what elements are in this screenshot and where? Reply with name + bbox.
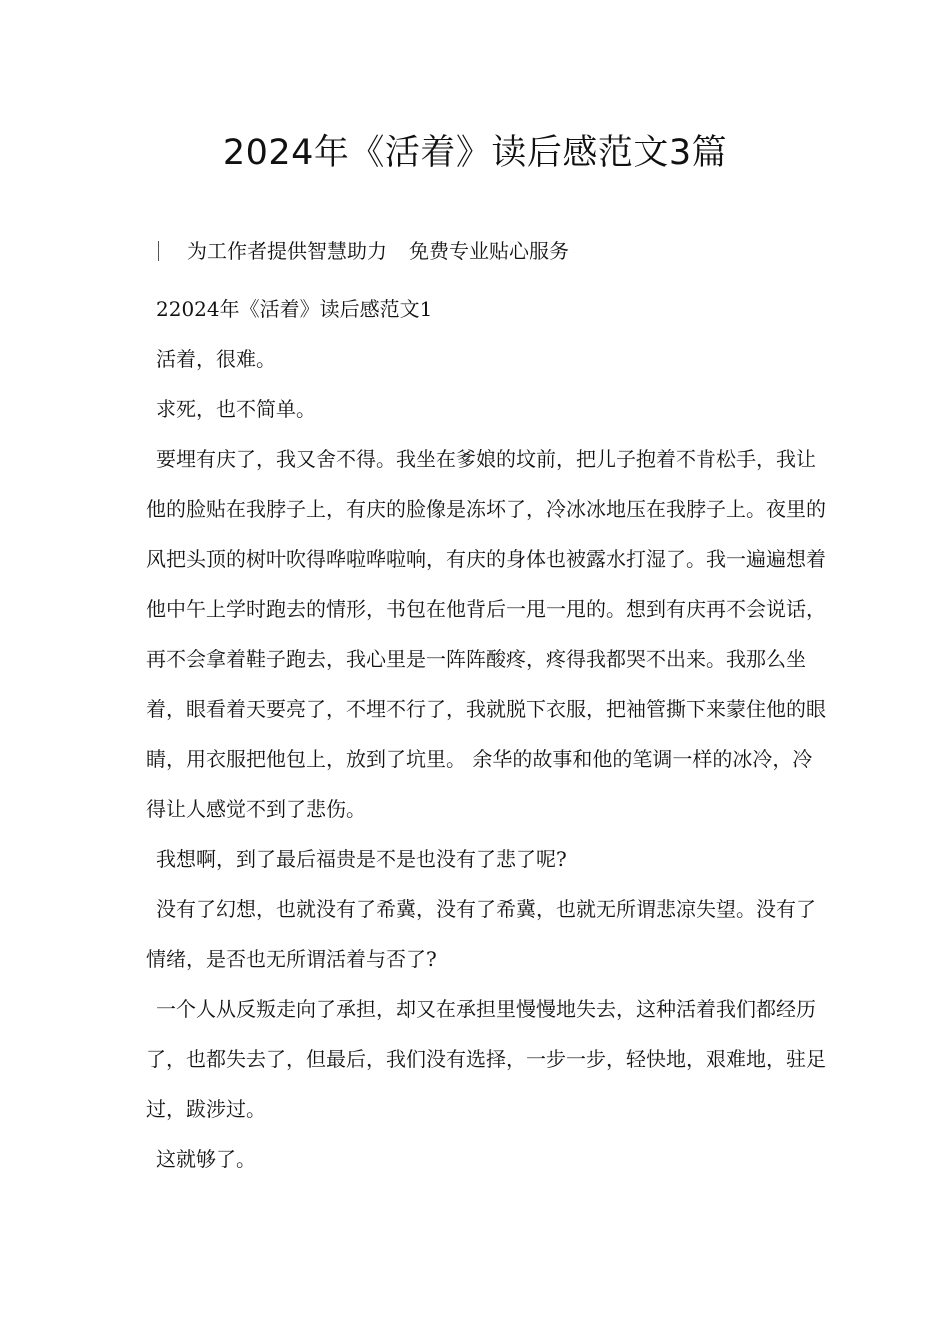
paragraph: 我想啊，到了最后福贵是不是也没有了悲了呢? (156, 847, 567, 871)
paragraph: 没有了幻想，也就没有了希冀，没有了希冀，也就无所谓悲凉失望。没有了情绪，是否也无所谓活着与否了? (146, 897, 816, 971)
paragraph: 求死，也不简单。 (156, 397, 316, 421)
tagline-right: 免费专业贴心服务 (409, 239, 569, 263)
section-heading: 22024年《活着》读后感范文1 (156, 297, 433, 321)
paragraph: 要埋有庆了，我又舍不得。我坐在爹娘的坟前，把儿子抱着不肯松手，我让他的脸贴在我脖子上，有庆的脸像是冻坏了，冷冰冰地压在我脖子上。夜里的风把头顶的树叶吹得哗啦哗啦响，有庆的身体也被露水打湿了。我一遍遍想着他中午上学时跑去的情形，书包在他背后一甩一甩的。想到有庆再不会说话，再不会拿着鞋子跑去，我心里是一阵阵酸疼，疼得我都哭不出来。我那么坐着，眼看着天要亮了，不埋不行了，我就脱下衣服，把袖管撕下来蒙住他的眼睛，用衣服把他包上，放到了坑里。 余华的故事和他的笔调一样的冰冷，冷得让人感觉不到了悲伤。 (146, 447, 826, 821)
paragraph: 一个人从反叛走向了承担，却又在承担里慢慢地失去，这种活着我们都经历了，也都失去了，但最后，我们没有选择，一步一步，轻快地，艰难地，驻足过，跋涉过。 (146, 997, 826, 1121)
tagline-left: 为工作者提供智慧助力 (187, 239, 387, 263)
tagline-divider (158, 241, 159, 261)
paragraph: 这就够了。 (156, 1147, 256, 1171)
document-title: 2024年《活着》读后感范文3篇 (222, 133, 728, 173)
document-body (146, 284, 826, 1184)
tagline (158, 236, 569, 266)
paragraph: 活着，很难。 (156, 347, 276, 371)
